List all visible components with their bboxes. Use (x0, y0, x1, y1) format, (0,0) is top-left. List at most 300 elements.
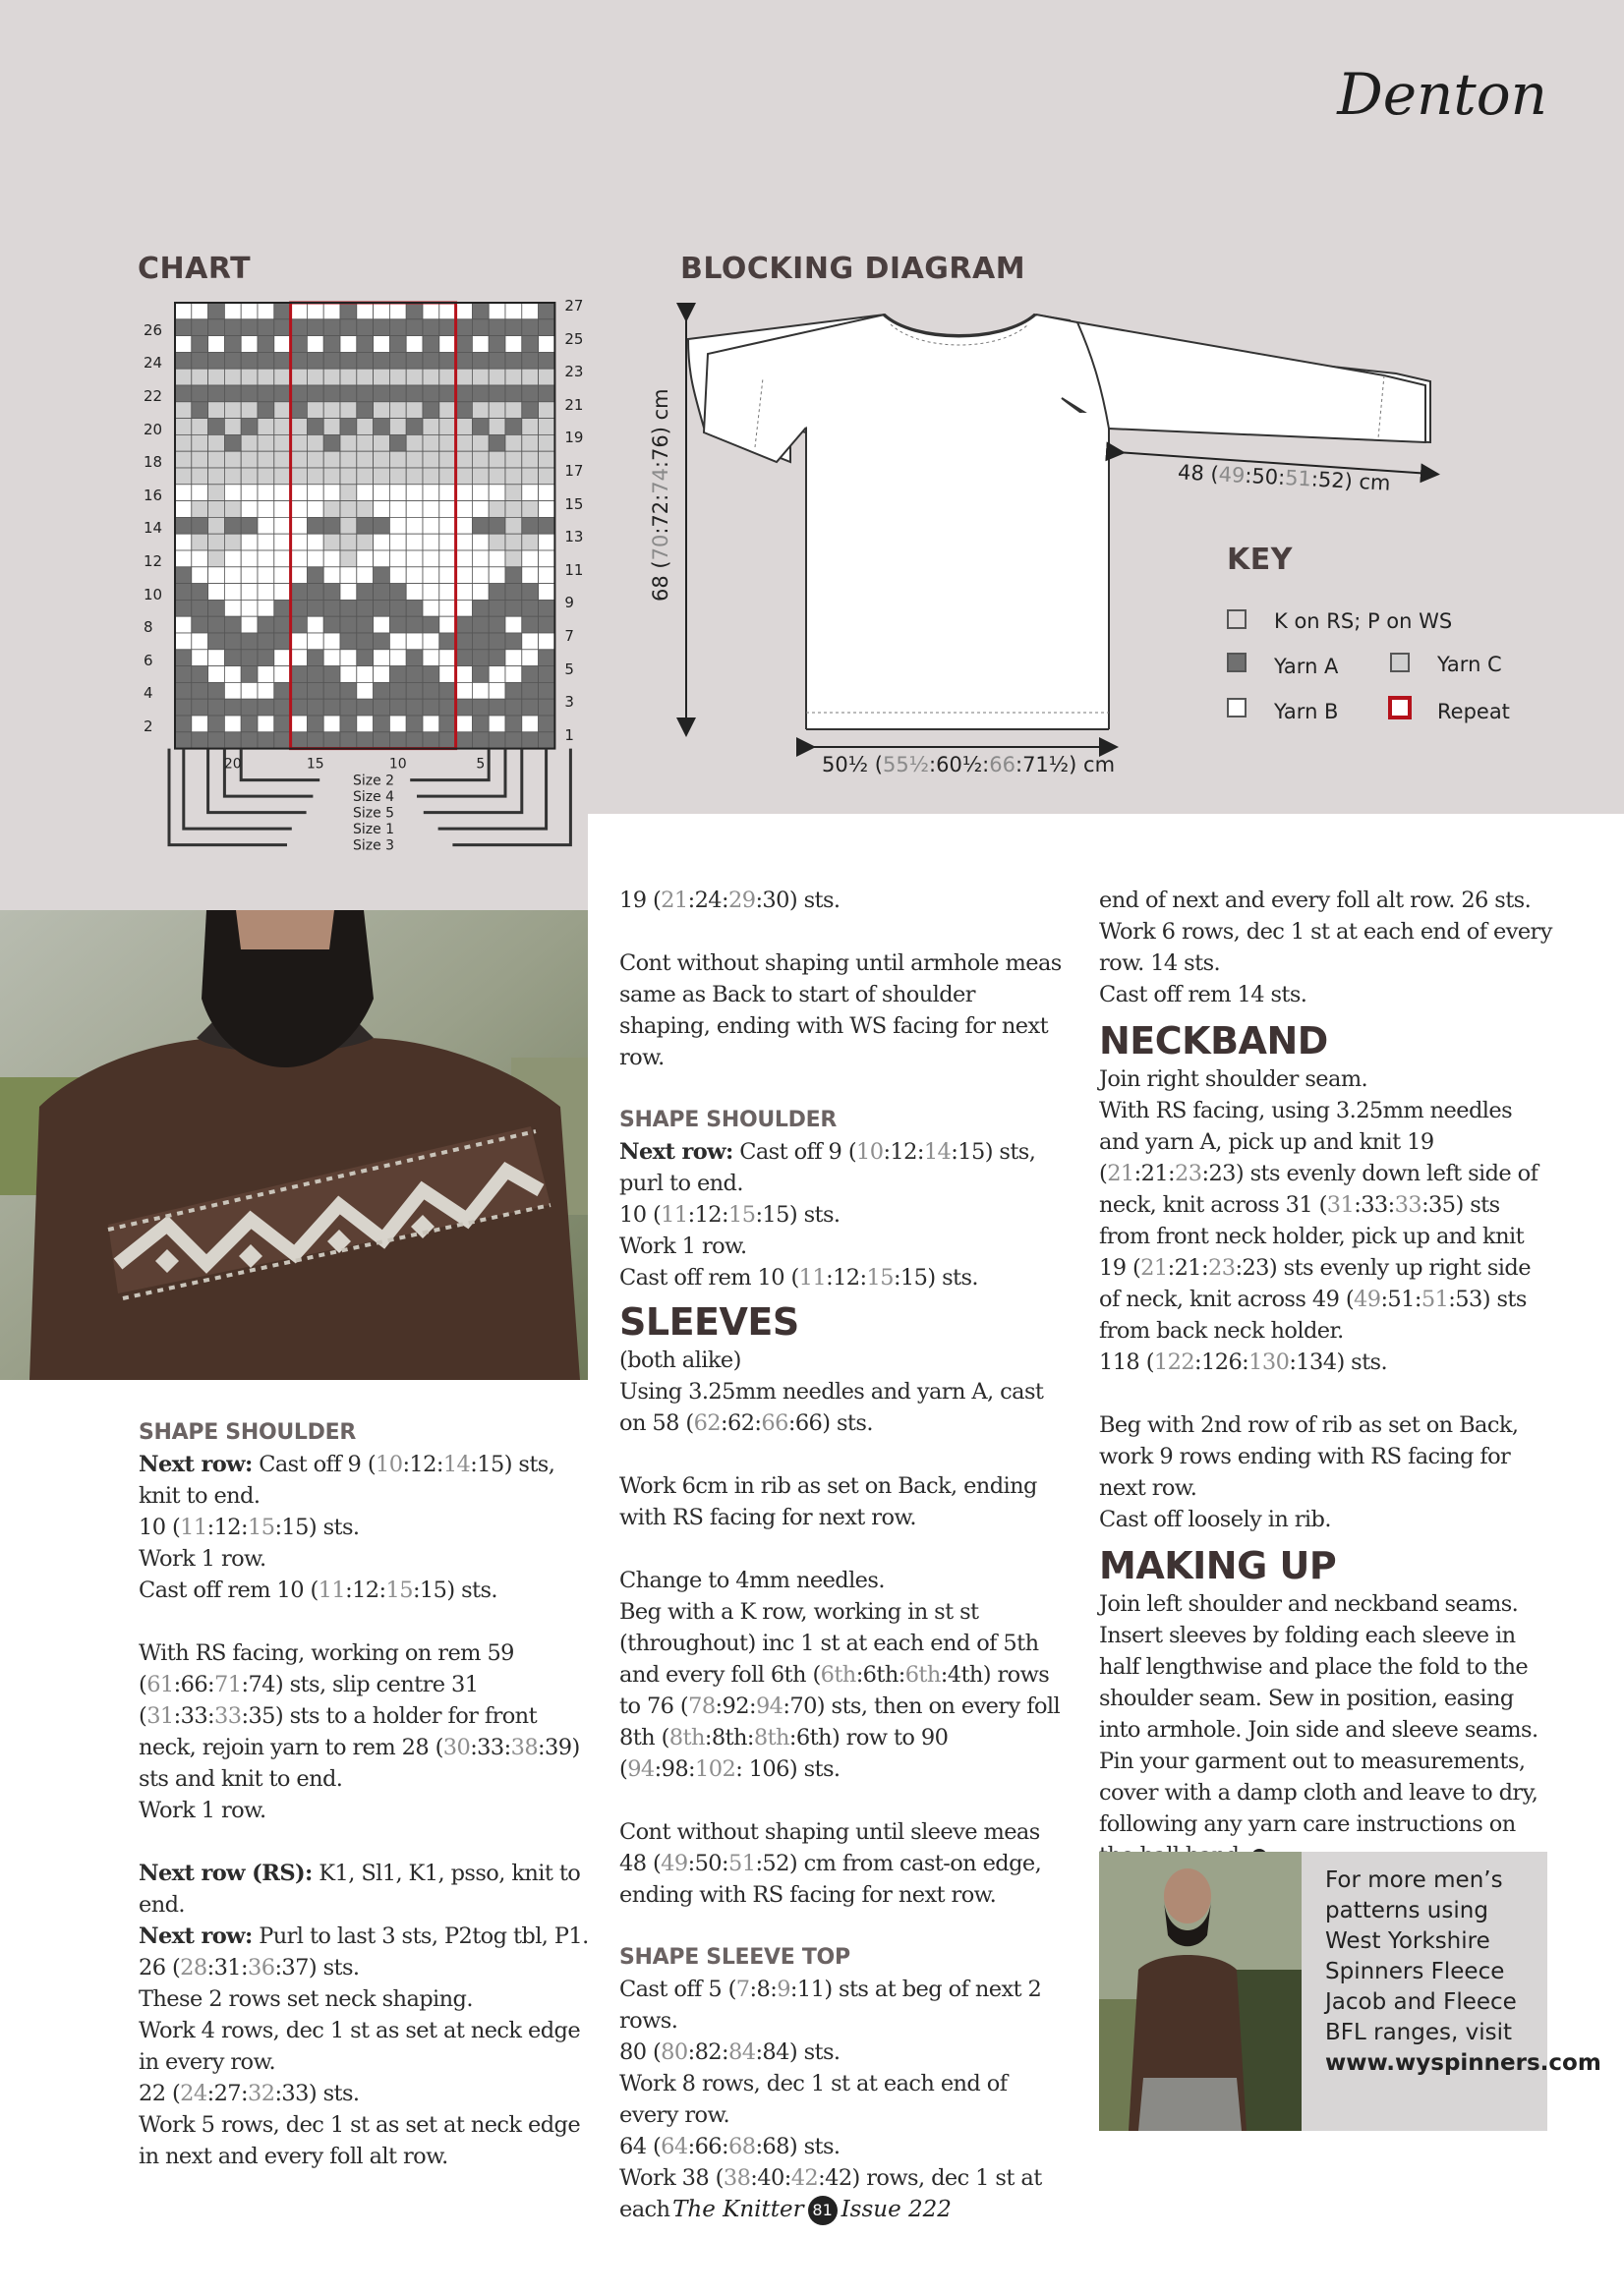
chart-cell (208, 501, 225, 518)
chart-cell (456, 303, 473, 319)
key-heading: KEY (1227, 543, 1293, 577)
chart-cell (406, 352, 423, 369)
chart-cell (539, 369, 555, 385)
instruction: Using 3.25mm needles and yarn A, cast on 58 (62:62:66:66) sts. (619, 1379, 1044, 1436)
chart-cell (389, 699, 406, 716)
chart-cell (357, 319, 374, 336)
chart-cell (406, 650, 423, 666)
chart-cell (192, 419, 208, 435)
chart-cell (258, 600, 274, 616)
chart-cell (258, 336, 274, 353)
chart-cell (357, 699, 374, 716)
row-number-right: 23 (564, 363, 584, 381)
promo-model-photo (1099, 1852, 1302, 2131)
chart-cell (539, 468, 555, 485)
chart-cell (357, 616, 374, 633)
chart-cell (175, 517, 192, 534)
chart-cell (258, 716, 274, 732)
chart-cell (406, 336, 423, 353)
chart-cell (357, 385, 374, 402)
chart-cell (374, 650, 390, 666)
chart-cell (224, 402, 241, 419)
chart-cell (241, 616, 258, 633)
row-number-right: 3 (564, 693, 574, 712)
chart-cell (456, 616, 473, 633)
chart-cell (505, 303, 522, 319)
chart-cell (274, 419, 291, 435)
chart-cell (241, 732, 258, 749)
chart-cell (274, 451, 291, 468)
chart-cell (389, 419, 406, 435)
shape-shoulder-heading: SHAPE SHOULDER (619, 1108, 837, 1132)
chart-cell (224, 633, 241, 650)
chart-cell (274, 319, 291, 336)
chart-cell (489, 732, 505, 749)
chart-cell (323, 666, 340, 683)
chart-cell (456, 352, 473, 369)
chart-cell (522, 534, 539, 550)
row-number-right: 9 (564, 594, 574, 612)
chart-cell (539, 550, 555, 567)
chart-cell (307, 485, 323, 501)
chart-cell (340, 682, 357, 699)
chart-cell (258, 434, 274, 451)
instruction: Work 6cm in rib as set on Back, ending with RS facing for next row. (619, 1473, 1037, 1530)
chart-cell (307, 616, 323, 633)
chart-cell (357, 567, 374, 584)
chart-cell (522, 517, 539, 534)
next-row-paragraph: Next row: Cast off 9 (10:12:14:15) sts, knit to end. (139, 1452, 555, 1509)
chart-cell (522, 666, 539, 683)
chart-cell (291, 336, 308, 353)
row-number-right: 27 (564, 297, 584, 315)
chart-cell (374, 616, 390, 633)
instruction: Join left shoulder and neckband seams. (1099, 1591, 1519, 1617)
chart-cell (274, 352, 291, 369)
chart-cell (522, 650, 539, 666)
chart-cell (489, 434, 505, 451)
chart-cell (439, 633, 456, 650)
row-number-left: 2 (144, 718, 153, 735)
chart-cell (241, 534, 258, 550)
chart-cell (389, 650, 406, 666)
chart-cell (522, 419, 539, 435)
chart-cell (241, 319, 258, 336)
chart-cell (456, 534, 473, 550)
chart-cell (175, 451, 192, 468)
chart-cell (291, 650, 308, 666)
chart-cell (489, 352, 505, 369)
chart-cell (406, 434, 423, 451)
chart-cell (406, 369, 423, 385)
chart-cell (258, 369, 274, 385)
chart-cell (423, 485, 439, 501)
row-number-left: 16 (144, 486, 163, 504)
chart-cell (175, 567, 192, 584)
chart-cell (291, 319, 308, 336)
chart-cell (357, 682, 374, 699)
chart-cell (224, 732, 241, 749)
chart-cell (291, 485, 308, 501)
chart-cell (291, 369, 308, 385)
chart-cell (539, 567, 555, 584)
chart-cell (192, 319, 208, 336)
chart-cell (489, 633, 505, 650)
chart-cell (423, 385, 439, 402)
chart-cell (374, 303, 390, 319)
chart-cell (439, 732, 456, 749)
chart-cell (192, 468, 208, 485)
chart-cell (489, 385, 505, 402)
instruction: Work 5 rows, dec 1 st as set at neck edge in next and every foll alt row. (139, 2112, 581, 2169)
chart-cell (439, 616, 456, 633)
chart-cell (208, 402, 225, 419)
chart-cell (389, 534, 406, 550)
chart-cell (192, 584, 208, 601)
row-number-right: 1 (564, 725, 574, 744)
chart-cell (307, 550, 323, 567)
chart-cell (307, 650, 323, 666)
chart-cell (175, 732, 192, 749)
chart-cell (274, 732, 291, 749)
chart-cell (374, 485, 390, 501)
row-number-left: 8 (144, 618, 153, 637)
chart-cell (423, 666, 439, 683)
chart-cell (208, 666, 225, 683)
chart-cell (374, 716, 390, 732)
chart-cell (274, 434, 291, 451)
page-footer: The Knitter 81 Issue 222 (0, 2196, 1624, 2225)
chart-cell (307, 699, 323, 716)
chart-cell (439, 336, 456, 353)
chart-cell (224, 468, 241, 485)
chart-cell (291, 584, 308, 601)
chart-cell (439, 584, 456, 601)
chart-cell (307, 666, 323, 683)
chart-cell (241, 385, 258, 402)
chart-cell (389, 402, 406, 419)
chart-cell (423, 616, 439, 633)
chart-cell (323, 319, 340, 336)
chart-cell (241, 451, 258, 468)
chart-cell (439, 319, 456, 336)
chart-cell (258, 451, 274, 468)
chart-cell (489, 534, 505, 550)
chart-cell (274, 517, 291, 534)
chart-cell (340, 732, 357, 749)
chart-cell (357, 468, 374, 485)
chart-cell (522, 584, 539, 601)
chart-cell (389, 567, 406, 584)
chart-cell (307, 434, 323, 451)
chart-cell (389, 616, 406, 633)
chart-cell (406, 732, 423, 749)
instruction: Work 1 row. (139, 1546, 266, 1572)
chart-cell (175, 468, 192, 485)
chart-cell (340, 550, 357, 567)
chart-cell (291, 419, 308, 435)
chart-cell (389, 468, 406, 485)
chart-cell (241, 550, 258, 567)
instruction: Beg with 2nd row of rib as set on Back, work 9 rows ending with RS facing for next row. (1099, 1412, 1519, 1501)
instruction: end of next and every foll alt row. 26 sts. (1099, 888, 1532, 913)
chart-cell (423, 303, 439, 319)
chart-cell (522, 385, 539, 402)
chart-cell (406, 303, 423, 319)
row-number-left: 10 (144, 585, 163, 603)
chart-cell (389, 666, 406, 683)
chart-cell (423, 584, 439, 601)
row-number-left: 14 (144, 519, 163, 538)
chart-cell (456, 600, 473, 616)
chart-cell (323, 600, 340, 616)
column-number: 10 (388, 756, 407, 773)
chart-cell (423, 550, 439, 567)
chart-cell (472, 633, 489, 650)
chart-cell (505, 434, 522, 451)
chart-cell (340, 616, 357, 633)
chart-cell (357, 633, 374, 650)
chart-cell (505, 501, 522, 518)
chart-cell (374, 550, 390, 567)
column-number: 15 (306, 756, 324, 773)
chart-cell (340, 517, 357, 534)
chart-cell (522, 369, 539, 385)
chart-cell (175, 699, 192, 716)
chart-cell (505, 485, 522, 501)
chart-cell (374, 402, 390, 419)
chart-cell (291, 402, 308, 419)
chart-cell (406, 319, 423, 336)
chart-cell (489, 485, 505, 501)
chart-cell (192, 732, 208, 749)
chart-cell (539, 616, 555, 633)
chart-cell (505, 633, 522, 650)
chart-cell (224, 682, 241, 699)
chart-cell (357, 369, 374, 385)
chart-cell (323, 369, 340, 385)
chart-cell (357, 550, 374, 567)
chart-cell (241, 485, 258, 501)
key-label-yarn-b: Yarn B (1274, 700, 1339, 723)
chart-cell (323, 517, 340, 534)
chart-cell (175, 402, 192, 419)
chart-cell (406, 716, 423, 732)
chart-cell (456, 501, 473, 518)
chart-cell (539, 732, 555, 749)
chart-cell (374, 534, 390, 550)
chart-cell (456, 584, 473, 601)
chart-cell (406, 699, 423, 716)
chart-cell (439, 517, 456, 534)
chart-cell (522, 633, 539, 650)
instruction: Work 1 row. (619, 1234, 747, 1259)
chart-cell (175, 336, 192, 353)
chart-cell (208, 732, 225, 749)
chart-cell (406, 567, 423, 584)
chart-cell (208, 385, 225, 402)
chart-cell (505, 517, 522, 534)
row-number-right: 21 (564, 395, 584, 414)
chart-cell (357, 451, 374, 468)
chart-cell (175, 501, 192, 518)
chart-cell (539, 434, 555, 451)
chart-cell (208, 451, 225, 468)
chart-cell (505, 732, 522, 749)
chart-cell (357, 419, 374, 435)
chart-cell (357, 600, 374, 616)
chart-cell (374, 369, 390, 385)
chart-cell (307, 451, 323, 468)
chart-cell (357, 534, 374, 550)
chart-cell (258, 650, 274, 666)
chart-cell (439, 699, 456, 716)
chart-cell (423, 633, 439, 650)
chart-cell (192, 534, 208, 550)
chart-cell (439, 468, 456, 485)
chart-cell (406, 584, 423, 601)
chart-cell (208, 352, 225, 369)
chart-cell (340, 419, 357, 435)
chart-cell (258, 385, 274, 402)
chart-cell (224, 600, 241, 616)
chart-cell (241, 716, 258, 732)
chart-cell (406, 419, 423, 435)
chart-cell (340, 600, 357, 616)
chart-cell (472, 732, 489, 749)
chart-cell (406, 468, 423, 485)
chart-cell (323, 633, 340, 650)
size-label: Size 5 (352, 805, 395, 822)
chart-cell (505, 699, 522, 716)
chart-cell (539, 319, 555, 336)
chart-cell (208, 434, 225, 451)
chart-cell (439, 303, 456, 319)
chart-cell (472, 451, 489, 468)
chart-cell (307, 319, 323, 336)
chart-cell (307, 682, 323, 699)
chart-cell (439, 600, 456, 616)
chart-cell (539, 716, 555, 732)
chart-cell (439, 369, 456, 385)
chart-cell (522, 600, 539, 616)
chart-cell (374, 699, 390, 716)
chart-cell (307, 501, 323, 518)
chart-cell (307, 419, 323, 435)
promo-link[interactable]: www.wyspinners.com (1325, 2050, 1601, 2076)
chart-cell (357, 517, 374, 534)
chart-cell (208, 600, 225, 616)
chart-cell (241, 419, 258, 435)
chart-cell (274, 682, 291, 699)
chart-cell (323, 732, 340, 749)
chart-cell (489, 567, 505, 584)
chart-cell (439, 385, 456, 402)
chart-cell (522, 567, 539, 584)
chart-cell (274, 369, 291, 385)
chart-cell (374, 352, 390, 369)
chart-cell (175, 303, 192, 319)
chart-cell (192, 666, 208, 683)
key-label-repeat: Repeat (1437, 700, 1510, 723)
pattern-title: Denton (1337, 61, 1547, 128)
chart-cell (175, 352, 192, 369)
chart-cell (539, 402, 555, 419)
chart-cell (522, 616, 539, 633)
chart-cell (406, 517, 423, 534)
chart-cell (192, 716, 208, 732)
chart-cell (192, 485, 208, 501)
chart-cell (374, 319, 390, 336)
width-dimension: 50½ (55½:60½:66:71½) cm (822, 753, 1116, 776)
chart-cell (472, 699, 489, 716)
chart-cell (291, 716, 308, 732)
yarn-c-swatch (1390, 653, 1410, 672)
chart-cell (357, 485, 374, 501)
chart-cell (406, 600, 423, 616)
size-label: Size 3 (352, 837, 395, 854)
row-number-left: 4 (144, 684, 153, 703)
chart-cell (307, 468, 323, 485)
chart-cell (208, 534, 225, 550)
chart-cell (192, 303, 208, 319)
chart-cell (340, 716, 357, 732)
chart-cell (539, 485, 555, 501)
chart-cell (258, 419, 274, 435)
chart-cell (406, 550, 423, 567)
chart-cell (472, 385, 489, 402)
instruction: Next row (RS): K1, Sl1, K1, psso, knit to end. (139, 1861, 581, 1918)
chart-cell (224, 550, 241, 567)
stitch-count: 10 (11:12:15:15) sts. (619, 1202, 841, 1228)
chart-cell (241, 402, 258, 419)
row-number-right: 25 (564, 329, 584, 348)
instruction: Work 38 (38:40:42:42) rows, dec 1 st at each (619, 2165, 1042, 2222)
chart-cell (274, 650, 291, 666)
chart-cell (340, 534, 357, 550)
chart-cell (522, 501, 539, 518)
chart-cell (307, 369, 323, 385)
chart-cell (208, 468, 225, 485)
chart-cell (439, 682, 456, 699)
chart-cell (224, 369, 241, 385)
row-number-right: 5 (564, 660, 574, 678)
chart-cell (258, 402, 274, 419)
chart-cell (241, 369, 258, 385)
chart-cell (274, 485, 291, 501)
chart-cell (374, 682, 390, 699)
chart-cell (456, 402, 473, 419)
repeat-swatch (1388, 696, 1412, 719)
chart-cell (472, 650, 489, 666)
chart-cell (208, 485, 225, 501)
row-number-left: 6 (144, 651, 153, 669)
chart-cell (241, 633, 258, 650)
chart-cell (472, 336, 489, 353)
chart-cell (423, 517, 439, 534)
chart-cell (258, 584, 274, 601)
chart-cell (389, 352, 406, 369)
chart-cell (472, 600, 489, 616)
chart-cell (374, 419, 390, 435)
chart-cell (258, 352, 274, 369)
chart-heading: CHART (138, 252, 252, 286)
chart-cell (323, 485, 340, 501)
instruction: Work 8 rows, dec 1 st at each end of every row. (619, 2071, 1008, 2128)
chart-cell (192, 385, 208, 402)
chart-cell (258, 501, 274, 518)
chart-cell (406, 485, 423, 501)
